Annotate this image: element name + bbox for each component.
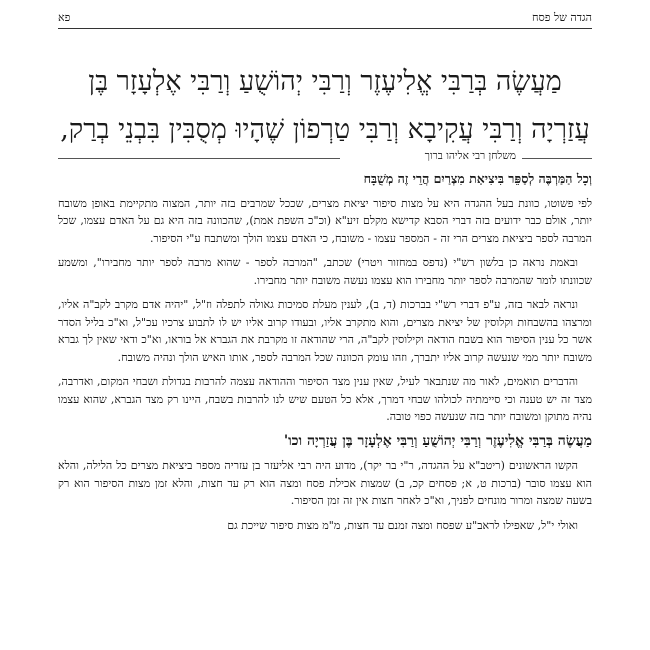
paragraph: ואולי י"ל, שאפילו לראב"ע שפסח ומצה זמנם עד חצות, מ"מ מצות סיפור שייכת גם [227,518,578,532]
paragraph: והדברים תואמים, לאור מה שנתבאר לעיל, שאין ענין מצד הסיפור וההודאה עצמה להרבות בגדולת ושבחי המקום, ואדרבה, מצד זה יש טענה וכי סיימתיה לכולהו שבחי דמרך, אלא כל הטעם שיש לנו להרבות בשבח, היינו רק מצד הגברא, שהוא עצמו נהיה מתוקן ומשובח יותר בזה שנעשה כפוי טובה. [58,375,592,423]
paragraph: ונראה לבאר בזה, ע"פ דברי רש"י בברכות (ד, ב), לענין מעלת סמיכות גאולה לתפלה וז"ל, "יהיה אדם מקרב לקב"ה אליו, ומרצהו בהשבחות וקלוסין של יציאת מצרים, והוא מתקרב אליו, ובעודו קרוב אליו יש לו לתבוע צרכיו עכ"ל, וא"כ בליל הסדר אשר כל ענין הסיפור הוא בשבח הודאה וקילוסין לקב"ה, הרי שהודאה זו מקרבת את הגברא אל בוראו, וא"כ ודאי שאין לך גברא משובח יותר ממי שנעשה קרוב אליו יתברך, וזהו עומק הכוונה שכל המרבה לספר, אותו האיש הולך ונהיה משובח. [58,298,592,364]
running-head [58,10,592,29]
source-rule-right [522,158,592,159]
section-2-lemma: מַעֲשֶׂה בְּרַבִּי אֱלִיעֶזֶר וְרַבִּי יְהוֹשֻׁעַ וְרַבִּי אֶלְעָזָר בֶּן עֲזַרְיָה וכו' [283,432,592,449]
running-head-title: הגדה של פסח [531,11,592,24]
source-line [58,150,592,166]
heading-line-1: מַעֲשֶׂה בְּרַבִּי אֱלִיעֶזֶר וְרַבִּי יְהוֹשֻׁעַ וְרַבִּי אֶלְעָזָר בֶּן [88,66,562,97]
paragraph: הקשו הראשונים (ריטב"א על ההגדה, ר"י בר יקר), מדוע היה רבי אליעזר בן עזריה מספר ביציאת מצרים כל הלילה, והלא הוא עצמו סובר (ברכות ט, א; פסחים קכ, ב) שמצות אכילת פסח ומצה הוא רק עד חצות, והלא זמן מצות הסיפור הוא רק בשעה שמצה ומרור מונחים לפניך, וא"כ לאחר חצות אין זה זמן הסיפור. [58,459,592,507]
paragraph: לפי פשוטו, כוונת בעל ההגדה היא על מצות סיפור יציאת מצרים, שככל שמרבים בזה יותר, המצוה מתקיימת באופן משובח יותר, אולם כבר ידועים בזה דברי הסבא קדישא מקלם זיע"א (וכ"כ השפת אמת), שהכוונה בזה היא גם על האדם עצמו, שכל המרבה לספר ביציאת מצרים הרי זה - המספר עצמו - משובח, כי האדם עצמו הולך ומשתבח ע"י הסיפור. [58,196,592,245]
paragraph: ובאמת נראה כן בלשון רש"י (נדפס במחזור ויטרי) שכתב, "המרבה לספר - שהוא מרבה לספר יותר מחבירו", ומשמע שכוונתו לומר שהמרבה לספר יותר מחבירו הוא עצמו נעשה משובח יותר מחבירו. [58,256,592,287]
source-title: משלחן רבי אליהו ברוך [424,150,516,162]
source-rule-left [58,158,340,159]
body-text [58,170,592,541]
main-heading [58,58,592,154]
section-1-lemma: וְכָל הַמַּרְבֶּה לְסַפֵּר בִּיצִיאַת מִצְרַיִם הֲרֵי זֶה מְשֻׁבָּח [363,171,592,186]
page-number: פא [58,11,71,24]
heading-line-2: עֲזַרְיָה וְרַבִּי עֲקִיבָא וְרַבִּי טַרְפוֹן שֶׁהָיוּ מְסֻבִּין בִּבְנֵי בְרַק, [60,114,590,145]
